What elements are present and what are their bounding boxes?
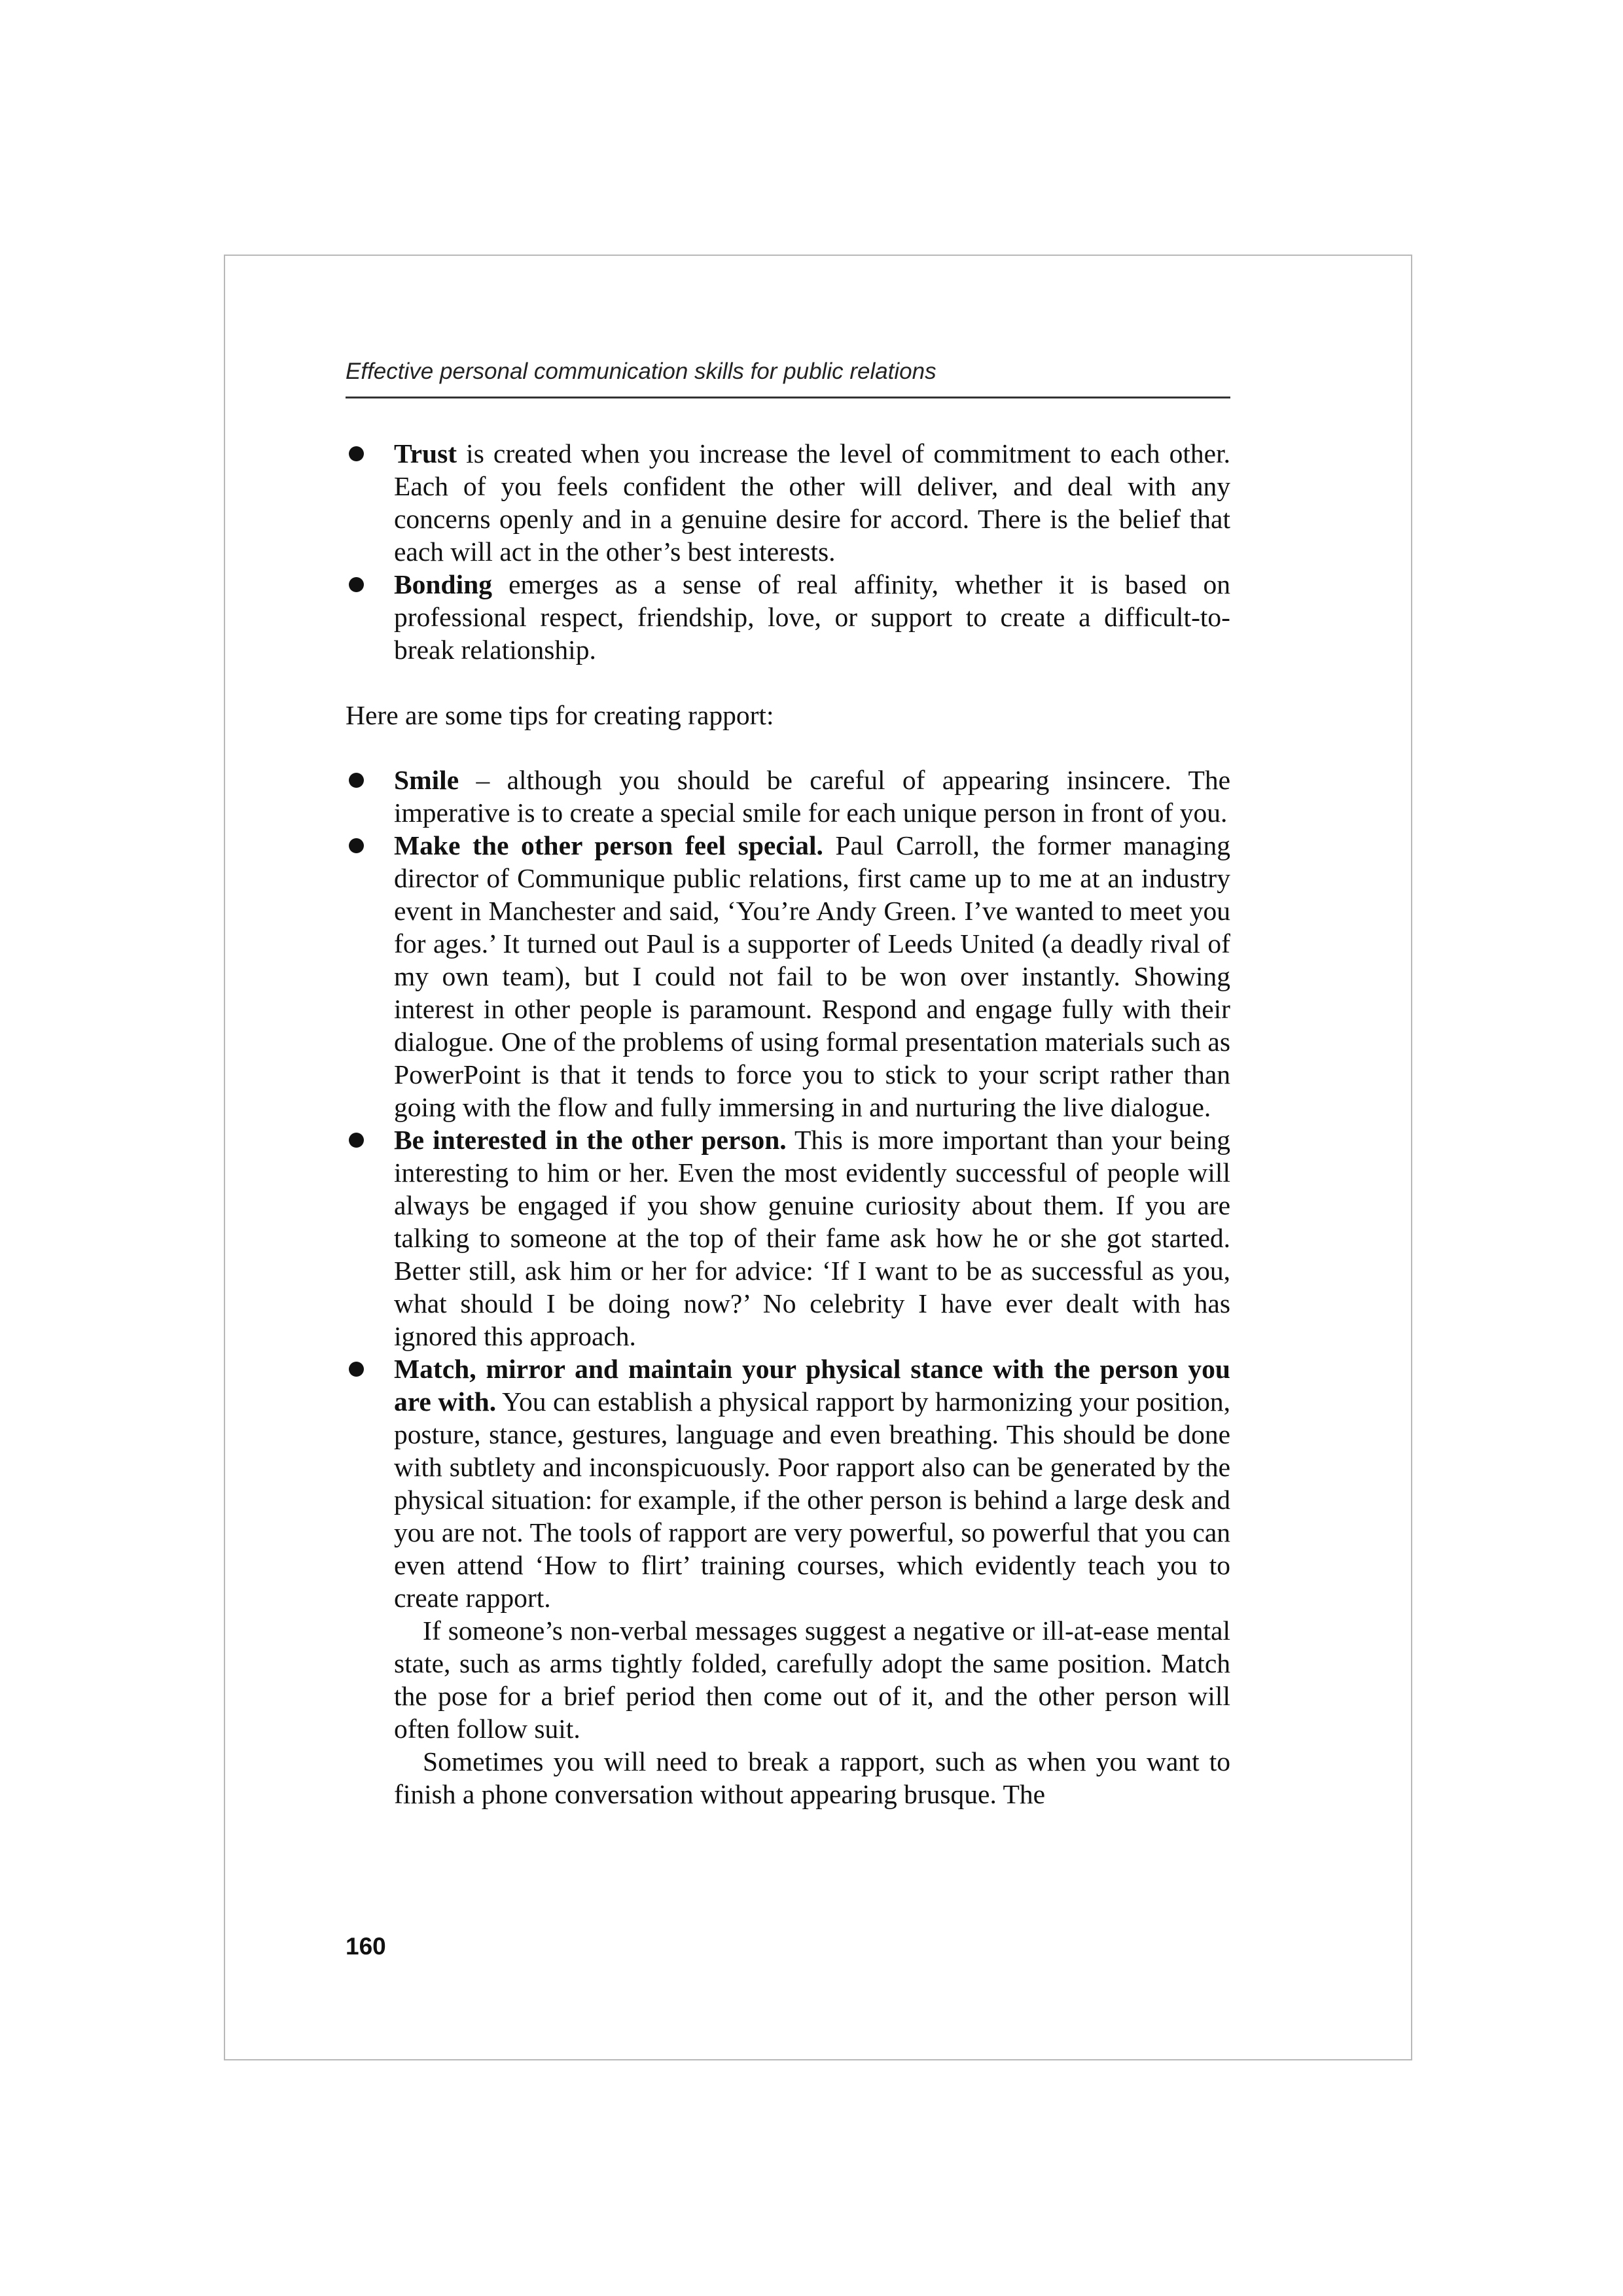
header-rule: [346, 397, 1230, 398]
desc-trust: is created when you increase the level of commitment to each other. Each of you feels confident the other will deliver, and deal with any concerns openly and in a genuine desire for accord. There is the belief that each will act in the other’s best interests.: [394, 438, 1230, 567]
term-feel-special: Make the other person feel special.: [394, 830, 823, 860]
desc-match-mirror: You can establish a physical rapport by harmonizing your position, posture, stance, gestures, language and even breathing. This should be done with subtlety and inconspicuously. Poor rapport also can be generated by the physical situation: for example, if the other person is behind a large desk and you are not. The tools of rapport are very powerful, so powerful that you can even attend ‘How to flirt’ training courses, which evidently teach you to create rapport.: [394, 1386, 1230, 1613]
desc-bonding: emerges as a sense of real affinity, whether it is based on professional respect, friendship, love, or support to create a difficult-to-break relationship.: [394, 569, 1230, 665]
bullet-icon: [349, 1362, 364, 1377]
term-trust: Trust: [394, 438, 457, 468]
list-item-be-interested: [346, 1123, 1230, 1352]
bullet-list-definitions: [346, 437, 1230, 666]
term-match-mirror: Match, mirror and maintain your physical stance with the person you are with.: [394, 1354, 1230, 1417]
running-head: Effective personal communication skills for public relations: [346, 359, 936, 384]
bullet-icon: [349, 773, 364, 788]
term-smile: Smile: [394, 765, 459, 795]
bullet-icon: [349, 838, 364, 853]
page-number: 160: [346, 1933, 386, 1960]
bullet-list-tips: [346, 764, 1230, 1810]
bullet-icon: [349, 1133, 364, 1148]
bullet-icon: [349, 446, 364, 461]
desc-smile: – although you should be careful of appearing insincere. The imperative is to create a special smile for each unique person in front of you.: [394, 765, 1230, 828]
bullet-icon: [349, 577, 364, 592]
list-item-match-mirror: [346, 1352, 1230, 1810]
desc-feel-special: Paul Carroll, the former managing director of Communique public relations, first came up to me at an industry event in Manchester and said, ‘You’re Andy Green. I’ve wanted to meet you for ages.’ It turned out Paul is a supporter of Leeds United (a deadly rival of my own team), but I could not fail to be won over instantly. Showing interest in other people is paramount. Respond and engage fully with their dialogue. One of the problems of using formal presentation materials such as PowerPoint is that it tends to force you to stick to your script rather than going with the flow and fully immersing in and nurturing the live dialogue.: [394, 830, 1231, 1122]
paragraph-break-rapport: Sometimes you will need to break a rapport, such as when you want to finish a phone conversation without appearing brusque. The: [394, 1746, 1230, 1809]
term-bonding: Bonding: [394, 569, 492, 599]
term-be-interested: Be interested in the other person.: [394, 1125, 787, 1155]
list-item-smile: [346, 764, 1230, 829]
body-content: [346, 437, 1230, 1810]
paragraph-non-verbal: If someone’s non-verbal messages suggest a negative or ill-at-ease mental state, such as arms tightly folded, carefully adopt the same position. Match the pose for a brief period then come out of it, and the other person will often follow suit.: [394, 1616, 1230, 1744]
list-item-bonding: [346, 568, 1230, 666]
desc-be-interested: This is more important than your being interesting to him or her. Even the most evidently successful of people will always be engaged if you show genuine curiosity about them. If you are talking to someone at the top of their fame ask how he or she got started. Better still, ask him or her for advice: ‘If I want to be as successful as you, what should I be doing now?’ No celebrity I have ever dealt with has ignored this approach.: [394, 1125, 1230, 1351]
intro-paragraph: Here are some tips for creating rapport:: [346, 700, 774, 730]
list-item-trust: [346, 437, 1230, 568]
list-item-feel-special: [346, 829, 1230, 1123]
